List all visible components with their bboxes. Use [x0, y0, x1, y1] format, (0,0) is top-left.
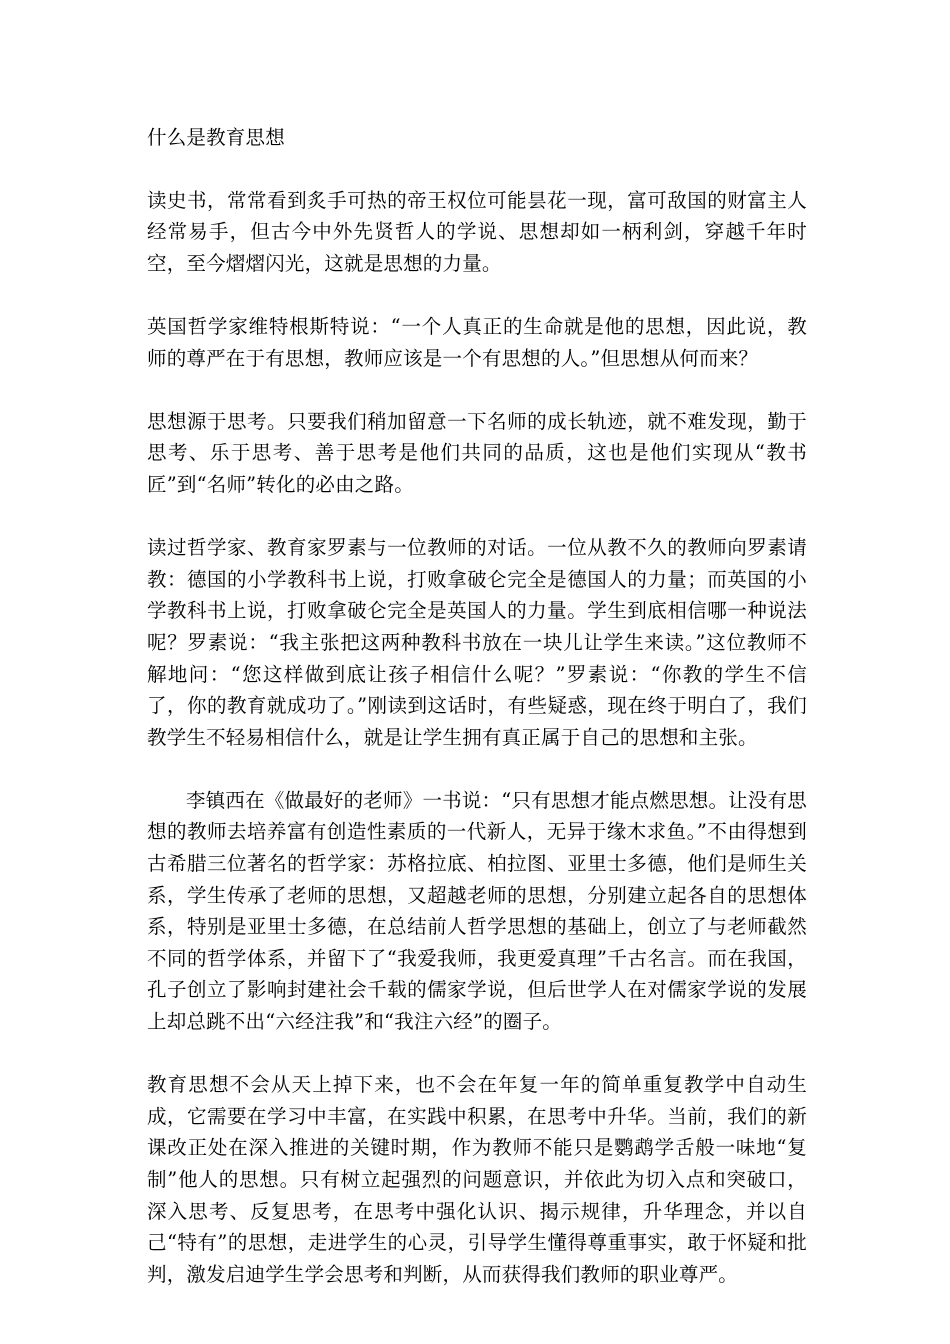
paragraph-2: 英国哲学家维特根斯特说：“一个人真正的生命就是他的思想，因此说，教师的尊严在于有思想，教师应该是一个有思想的人。”但思想从何而来？	[147, 314, 807, 370]
document-page	[147, 122, 807, 1322]
paragraph-5: 李镇西在《做最好的老师》一书说：“只有思想才能点燃思想。让没有思想的教师去培养富有创造性素质的一代新人，无异于缘木求鱼。”不由得想到古希腊三位著名的哲学家：苏格拉底、柏拉图、亚里士多德，他们是师生关系，学生传承了老师的思想，又超越老师的思想，分别建立起各自的思想体系，特别是亚里士多德，在总结前人哲学思想的基础上，创立了与老师截然不同的哲学体系，并留下了“我爱我师，我更爱真理”千古名言。而在我国，孔子创立了影响封建社会千载的儒家学说，但后世学人在对儒家学说的发展上却总跳不出“六经注我”和“我注六经”的圈子。	[147, 788, 807, 1034]
paragraph-3: 思想源于思考。只要我们稍加留意一下名师的成长轨迹，就不难发现，勤于思考、乐于思考、善于思考是他们共同的品质，这也是他们实现从“教书匠”到“名师”转化的必由之路。	[147, 409, 807, 496]
document-title: 什么是教育思想	[147, 126, 285, 149]
paragraph-1: 读史书，常常看到炙手可热的帝王权位可能昙花一现，富可敌国的财富主人经常易手，但古今中外先贤哲人的学说、思想却如一柄利剑，穿越千年时空，至今熠熠闪光，这就是思想的力量。	[147, 188, 807, 275]
paragraph-6: 教育思想不会从天上掉下来，也不会在年复一年的简单重复教学中自动生成，它需要在学习中丰富，在实践中积累，在思考中升华。当前，我们的新课改正处在深入推进的关键时期，作为教师不能只是鹦鹉学舌般一味地“复制”他人的思想。只有树立起强烈的问题意识，并依此为切入点和突破口，深入思考、反复思考，在思考中强化认识、揭示规律，升华理念，并以自己“特有”的思想，走进学生的心灵，引导学生懂得尊重事实，敢于怀疑和批判，激发启迪学生学会思考和判断，从而获得我们教师的职业尊严。	[147, 1073, 807, 1286]
paragraph-4: 读过哲学家、教育家罗素与一位教师的对话。一位从教不久的教师向罗素请教：德国的小学教科书上说，打败拿破仑完全是德国人的力量；而英国的小学教科书上说，打败拿破仑完全是英国人的力量。学生到底相信哪一种说法呢？罗素说：“我主张把这两种教科书放在一块儿让学生来读。”这位教师不解地问：“您这样做到底让孩子相信什么呢？”罗素说：“你教的学生不信了，你的教育就成功了。”刚读到这话时，有些疑惑，现在终于明白了，我们教学生不轻易相信什么，就是让学生拥有真正属于自己的思想和主张。	[147, 536, 807, 749]
